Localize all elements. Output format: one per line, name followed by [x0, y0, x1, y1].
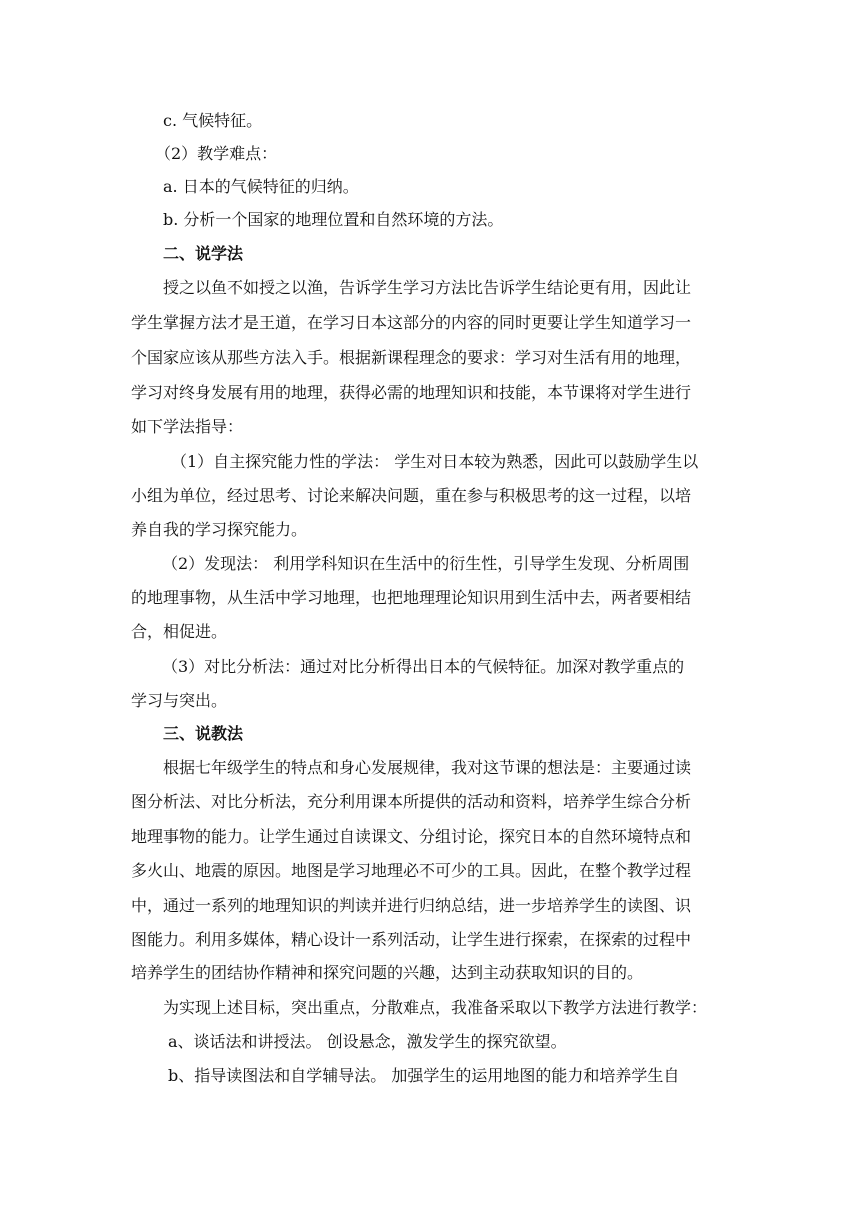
- text-line: b、指导读图法和自学辅导法。 加强学生的运用地图的能力和培养学生自: [168, 1066, 680, 1085]
- text-line: b. 分析一个国家的地理位置和自然环境的方法。: [163, 210, 504, 229]
- text-line: （3）对比分析法：通过对比分析得出日本的气候特征。加深对教学重点的: [162, 657, 685, 676]
- section-heading: 三、说教法: [163, 724, 244, 743]
- section-heading: 二、说学法: [163, 244, 244, 263]
- text-line: 个国家应该从那些方法入手。根据新课程理念的要求：学习对生活有用的地理，: [131, 348, 692, 367]
- text-line: 图能力。利用多媒体，精心设计一系列活动，让学生进行探索，在探索的过程中: [131, 930, 692, 949]
- text-line: c. 气候特征。: [163, 111, 263, 130]
- text-line: 养自我的学习探究能力。: [131, 520, 308, 539]
- text-line: （2）发现法： 利用学科知识在生活中的衍生性，引导学生发现、分析周围: [162, 554, 690, 573]
- text-line: 为实现上述目标，突出重点，分散难点，我准备采取以下教学方法进行教学：: [163, 998, 708, 1017]
- text-line: 中，通过一系列的地理知识的判读并进行归纳总结，进一步培养学生的读图、识: [131, 896, 692, 915]
- text-line: a、谈话法和讲授法。 创设悬念，激发学生的探究欲望。: [168, 1032, 567, 1051]
- text-line: 多火山、地震的原因。地图是学习地理必不可少的工具。因此，在整个教学过程: [131, 861, 692, 880]
- text-line: 学生掌握方法才是王道，在学习日本这部分的内容的同时更要让学生知道学习一: [131, 313, 692, 332]
- text-line: （2）教学难点：: [155, 144, 278, 163]
- text-line: a. 日本的气候特征的归纳。: [163, 177, 359, 196]
- text-line: 根据七年级学生的特点和身心发展规律，我对这节课的想法是：主要通过读: [163, 758, 692, 777]
- text-line: 地理事物的能力。让学生通过自读课文、分组讨论，探究日本的自然环境特点和: [131, 827, 692, 846]
- text-line: 合，相促进。: [131, 622, 228, 641]
- text-line: 学习对终身发展有用的地理，获得必需的地理知识和技能，本节课将对学生进行: [131, 383, 692, 402]
- text-line: （1）自主探究能力性的学法： 学生对日本较为熟悉，因此可以鼓励学生以: [171, 452, 699, 471]
- text-line: 的地理事物，从生活中学习地理，也把地理理论知识用到生活中去，两者要相结: [131, 588, 692, 607]
- text-line: 培养学生的团结协作精神和探究问题的兴趣，达到主动获取知识的目的。: [131, 963, 644, 982]
- text-line: 如下学法指导：: [131, 417, 244, 436]
- text-line: 图分析法、对比分析法，充分利用课本所提供的活动和资料，培养学生综合分析: [131, 792, 692, 811]
- text-line: 小组为单位，经过思考、讨论来解决问题，重在参与积极思考的这一过程，以培: [131, 486, 692, 505]
- text-line: 授之以鱼不如授之以渔，告诉学生学习方法比告诉学生结论更有用，因此让: [163, 278, 692, 297]
- text-line: 学习与突出。: [131, 691, 228, 710]
